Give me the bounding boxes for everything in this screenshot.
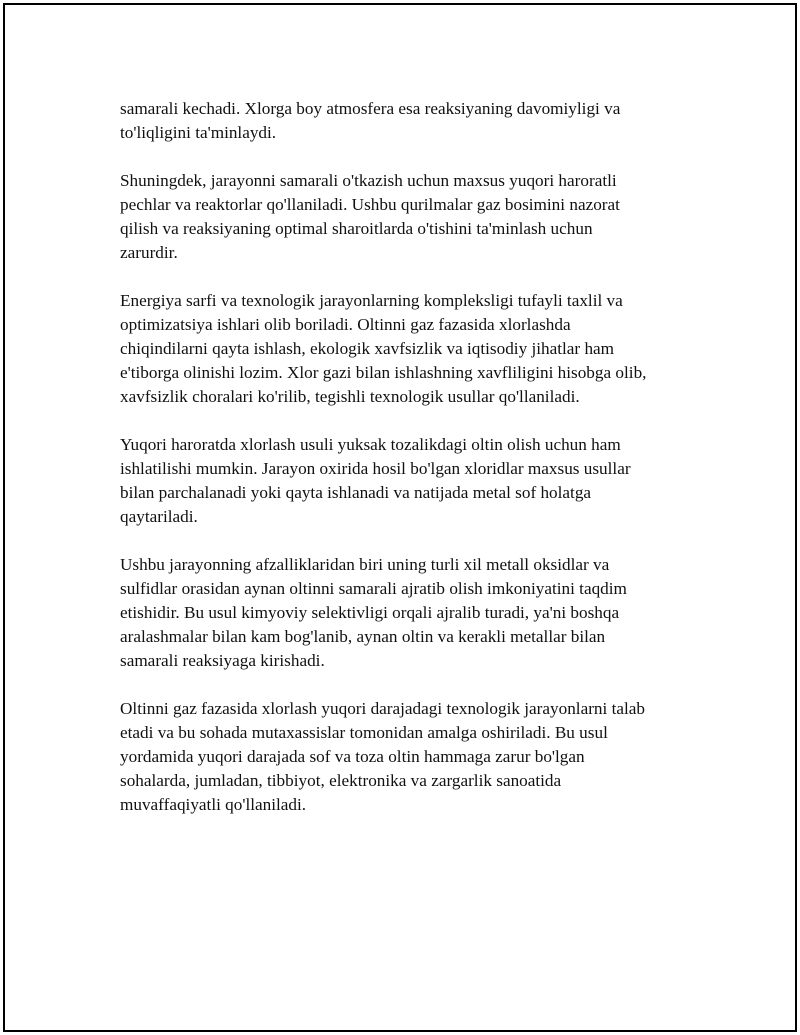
text-line: etishidir. Bu usul kimyoviy selektivligi orqali ajralib turadi, ya'ni boshqa <box>120 603 620 622</box>
text-line: bilan parchalanadi yoki qayta ishlanadi va natijada metal sof holatga <box>120 483 592 502</box>
text-line: muvaffaqiyatli qo'llaniladi. <box>120 795 307 814</box>
text-line: aralashmalar bilan kam bog'lanib, aynan oltin va kerakli metallar bilan <box>120 627 606 646</box>
text-line: etadi va bu sohada mutaxassislar tomonidan amalga oshiriladi. Bu usul <box>120 723 608 742</box>
paragraph-4 <box>120 433 695 529</box>
document-body <box>120 97 695 841</box>
paragraph-1 <box>120 97 695 145</box>
text-line: Energiya sarfi va texnologik jarayonlarning kompleksligi tufayli taxlil va <box>120 291 623 310</box>
text-line: qaytariladi. <box>120 507 198 526</box>
text-line: xavfsizlik choralari ko'rilib, tegishli texnologik usullar qo'llaniladi. <box>120 387 580 406</box>
text-line: yordamida yuqori darajada sof va toza oltin hammaga zarur bo'lgan <box>120 747 585 766</box>
text-line: to'liqligini ta'minlaydi. <box>120 123 277 142</box>
text-line: e'tiborga olinishi lozim. Xlor gazi bilan ishlashning xavfliligini hisobga olib, <box>120 363 647 382</box>
text-line: pechlar va reaktorlar qo'llaniladi. Ushbu qurilmalar gaz bosimini nazorat <box>120 195 620 214</box>
text-line: Oltinni gaz fazasida xlorlash yuqori darajadagi texnologik jarayonlarni talab <box>120 699 645 718</box>
page-frame <box>3 3 797 1032</box>
paragraph-6 <box>120 697 695 817</box>
paragraph-2 <box>120 169 695 265</box>
text-line: ishlatilishi mumkin. Jarayon oxirida hosil bo'lgan xloridlar maxsus usullar <box>120 459 631 478</box>
text-line: zarurdir. <box>120 243 178 262</box>
paragraph-3 <box>120 289 695 409</box>
text-line: Shuningdek, jarayonni samarali o'tkazish uchun maxsus yuqori haroratli <box>120 171 617 190</box>
text-line: samarali kechadi. Xlorga boy atmosfera esa reaksiyaning davomiyligi va <box>120 99 621 118</box>
text-line: samarali reaksiyaga kirishadi. <box>120 651 325 670</box>
paragraph-5 <box>120 553 695 673</box>
text-line: sohalarda, jumladan, tibbiyot, elektronika va zargarlik sanoatida <box>120 771 562 790</box>
text-line: sulfidlar orasidan aynan oltinni samarali ajratib olish imkoniyatini taqdim <box>120 579 627 598</box>
text-line: chiqindilarni qayta ishlash, ekologik xavfsizlik va iqtisodiy jihatlar ham <box>120 339 615 358</box>
text-line: qilish va reaksiyaning optimal sharoitlarda o'tishini ta'minlash uchun <box>120 219 593 238</box>
text-line: Yuqori haroratda xlorlash usuli yuksak tozalikdagi oltin olish uchun ham <box>120 435 621 454</box>
text-line: optimizatsiya ishlari olib boriladi. Oltinni gaz fazasida xlorlashda <box>120 315 571 334</box>
text-line: Ushbu jarayonning afzalliklaridan biri uning turli xil metall oksidlar va <box>120 555 610 574</box>
